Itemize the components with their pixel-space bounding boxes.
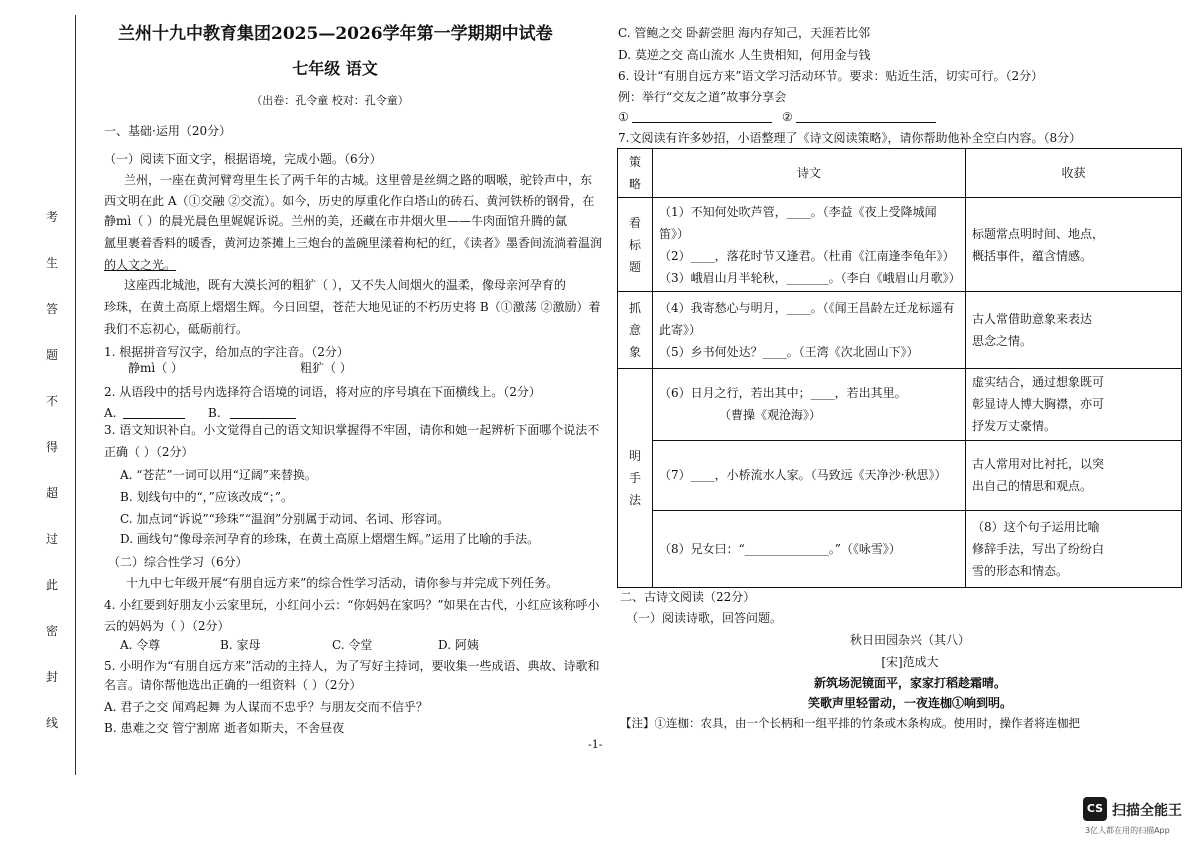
reading-strategy-table [617,148,1182,588]
binding-char: 答 [46,302,59,316]
question-5: 5. 小明作为“有朋自远方来”活动的主持人，为了写好主持词，要收集一些成语、典故、诗歌和 [104,659,600,673]
question-5-option-d: D. 莫逆之交 高山流水 人生贵相知，何用金与钱 [618,48,871,62]
question-3: 3. 语文知识补白。小文觉得自己的语文知识掌握得不牢固，请你和她一起辨析下面哪个说法不 [104,423,600,437]
poem-author: [宋]范成大 [881,655,939,669]
strategy-cell [618,292,653,369]
question-4: 4. 小红要到好朋友小云家里玩，小红问小云：“你妈妈在家吗？”如果在古代，小红应该称呼小 [104,598,600,612]
subsection-2-1-heading: （一）阅读诗歌，回答问题。 [626,611,783,625]
strategy-char: 手 [628,470,641,485]
binding-char: 考 [46,210,59,224]
binding-char: 此 [46,578,59,592]
poem-title: 秋日田园杂兴（其八） [849,633,970,647]
question-2-blank-b[interactable] [230,406,296,419]
question-3-option: B. 划线句中的“，”应该改成“；”。 [120,490,293,504]
strategy-header-char: 策 [628,155,641,170]
subsection-1-heading: （一）阅读下面文字，根据语境，完成小题。（6分） [104,152,382,166]
page-number: -1- [588,738,603,751]
binding-char: 密 [46,624,59,638]
binding-char: 封 [46,670,59,684]
strategy-cell [618,368,653,587]
subsection-2-heading: （二）综合性学习（6分） [108,555,248,569]
poem-line-1: 新筑场泥镜面平，家家打稻趁霜晴。 [813,676,1006,690]
question-6-blank-1[interactable] [632,110,772,123]
question-2-label-b: B. [208,406,221,420]
binding-char: 过 [46,532,59,546]
passage-line: 的人文之光。 [104,258,177,272]
section-1-heading: 一、基础·运用（20分） [104,124,232,138]
table-row [618,368,1182,440]
poem-cell: （8）兄女曰：“______________。”（《咏雪》） [653,511,966,588]
gain-cell: 古人常借助意象来表达 思念之情。 [966,292,1182,369]
gain-cell: 虚实结合，通过想象既可 彰显诗人博大胸襟，亦可 抒发万丈豪情。 [966,368,1182,440]
question-4-line-2: 云的妈妈为（ ）（2分） [104,619,230,633]
table-header-poem: 诗文 [653,149,966,198]
binding-char: 超 [46,486,59,500]
question-2-blank-a[interactable] [123,406,185,419]
strategy-char: 法 [628,492,641,507]
strategy-char: 题 [628,259,641,274]
strategy-cell [618,198,653,292]
question-5-option-b: B. 患难之交 管宁割席 逝者如斯夫，不舍昼夜 [104,721,345,735]
table-row [618,440,1182,511]
passage-line: 西文明在此 A（①交融 ②交流）。如今，历史的厚重化作白塔山的砖石、黄河铁桥的钢骨，在 [104,194,595,208]
question-3-line-2: 正确（ ）（2分） [104,445,194,459]
table-header-gain: 收获 [966,149,1182,198]
table-row [618,511,1182,588]
question-1: 1. 根据拼音写汉字，给加点的字注音。（2分） [104,345,349,359]
table-header-row [618,149,1182,198]
table-row [618,198,1182,292]
question-5-line-2: 名言。请你帮他选出正确的一组资料（ ）（2分） [104,678,362,692]
table-header-strategy [618,149,653,198]
section-2-heading: 二、古诗文阅读（22分） [620,590,756,604]
camscanner-logo: CS [1083,797,1107,821]
gain-cell: 标题常点明时间、地点， 概括事件，蕴含情感。 [966,198,1182,292]
question-3-option: C. 加点词“诉说”“珍珠”“温润”分别属于动词、名词、形容词。 [120,512,450,526]
poem-note: 【注】①连枷：农具，由一个长柄和一组平排的竹条或木条构成。使用时，操作者将连枷把 [620,716,1080,730]
question-6: 6. 设计“有朋自远方来”语文学习活动环节。要求：贴近生活，切实可行。（2分） [618,69,1044,83]
binding-char: 不 [46,394,59,408]
exam-title: 兰州十九中教育集团2025—2026学年第一学期期中试卷 [118,24,553,44]
exam-authors: （出卷：孔令童 校对：孔令童） [251,94,409,107]
binding-char: 生 [46,256,59,270]
passage-line: 珍珠，在黄土高原上熠熠生辉。今日回望，苍茫大地见证的不朽历史将 B（①激荡 ②激励）着 [104,300,601,314]
poem-cell: （7）____，小桥流水人家。（马致远《天净沙·秋思》） [653,440,966,511]
exam-subtitle: 七年级 语文 [292,59,378,78]
poem-line-2: 笑歌声里轻雷动，一夜连枷①响到明。 [807,696,1012,710]
question-3-option: A. “苍茫”一词可以用“辽阔”来替换。 [120,468,317,482]
strategy-char: 标 [628,237,641,252]
passage-line: 兰州，一座在黄河臂弯里生长了两千年的古城。这里曾是丝绸之路的咽喉，驼铃声中，东 [124,173,593,187]
question-6-blank-2[interactable] [796,110,936,123]
question-1-blank-a[interactable]: 静mì（ ） [128,361,184,375]
table-row [618,292,1182,369]
question-4-option: A. 令尊 [120,638,161,652]
passage-line: 静mì（ ）的晨光晨色里娓娓诉说。兰州的美，还藏在市井烟火里——牛肉面馆升腾的氤 [104,214,568,228]
passage-line: 氲里裹着香料的暖香，黄河边茶摊上三炮台的盖碗里漾着枸杞的红，《读者》墨香间流淌着温润 [104,236,603,250]
passage-line: 这座西北城池，既有大漠长河的粗犷（ ），又不失人间烟火的温柔，像母亲河孕育的 [124,278,566,292]
strategy-char: 看 [628,215,641,230]
poem-cell: （4）我寄愁心与明月，____。（《闻王昌龄左迁龙标遥有 此寄》） （5）乡书何处达？____。（王湾《次北固山下》） [653,292,966,369]
question-4-option: C. 令堂 [332,638,373,652]
question-6-example: 例：举行“交友之道”故事分享会 [618,90,787,104]
binding-char: 题 [46,348,59,362]
gain-cell: 古人常用对比衬托，以突 出自己的情思和观点。 [966,440,1182,511]
passage-line: 我们不忘初心，砥砺前行。 [104,322,249,336]
gain-cell: （8）这个句子运用比喻 修辞手法，写出了纷纷白 雪的形态和情态。 [966,511,1182,588]
question-2-label-a: A. [104,406,117,420]
question-7: 7.文阅读有许多妙招，小语整理了《诗文阅读策略》，请你帮助他补全空白内容。（8分） [618,131,1082,145]
question-5-option-c: C. 管鲍之交 卧薪尝胆 海内存知己，天涯若比邻 [618,26,871,40]
poem-cell: （1）不知何处吹芦管，____。（李益《夜上受降城闻笛》） （2）____，落花时节又逢君。（杜甫《江南逢李龟年》） （3）峨眉山月半轮秋，_______。（李白《峨眉山月歌》） [653,198,966,292]
binding-char: 得 [46,440,59,454]
question-3-option: D. 画线句“像母亲河孕育的珍珠，在黄土高原上熠熠生辉。”运用了比喻的手法。 [120,532,540,546]
question-6-circle-1: ① [618,110,629,124]
camscanner-brand-name: 扫描全能王 [1112,803,1182,819]
question-5-option-a: A. 君子之交 闻鸡起舞 为人谋而不忠乎？与朋友交而不信乎？ [104,700,428,714]
strategy-char: 明 [628,448,641,463]
question-6-circle-2: ② [782,110,793,124]
camscanner-tagline: 3亿人都在用的扫描App [1085,826,1170,835]
binding-char: 线 [46,716,59,730]
question-4-option: B. 家母 [220,638,261,652]
question-4-option: D. 阿姨 [438,638,479,652]
question-2: 2. 从语段中的括号内选择符合语境的词语，将对应的序号填在下面横线上。（2分） [104,385,541,399]
strategy-char: 抓 [628,301,641,316]
strategy-header-char: 略 [628,177,641,192]
strategy-char: 象 [628,345,641,360]
activity-intro: 十九中七年级开展“有朋自远方来”的综合性学习活动，请你参与并完成下列任务。 [126,576,559,590]
strategy-char: 意 [628,323,641,338]
poem-cell: （6）日月之行，若出其中；____，若出其里。 （曹操《观沧海》） [653,368,966,440]
binding-line [75,15,76,775]
question-1-blank-b[interactable]: 粗犷（ ） [300,361,352,375]
